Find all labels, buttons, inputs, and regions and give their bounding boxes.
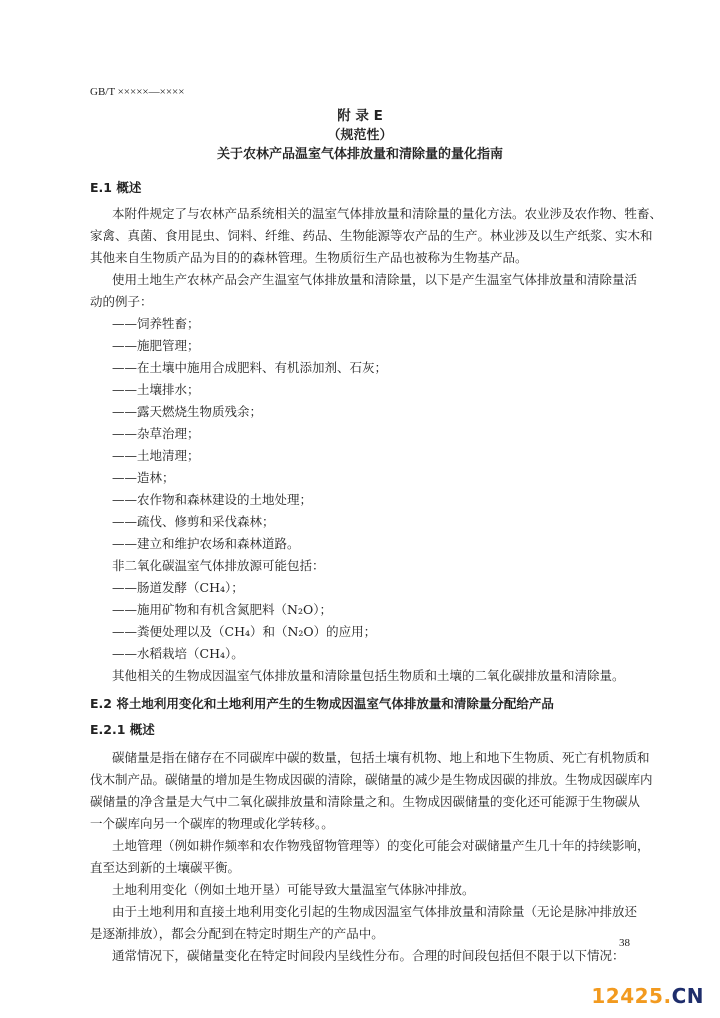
list-item: ——饲养牲畜； (112, 316, 200, 331)
list-item: ——土壤排水； (112, 382, 200, 397)
list-item: ——粪便处理以及（CH₄）和（N₂O）的应用； (112, 624, 377, 639)
section-e21-title: E.2.1 概述 (90, 722, 155, 737)
paragraph-line: 土地利用变化（例如土地开垦）可能导致大量温室气体脉冲排放。 (112, 882, 475, 897)
paragraph-line: 一个碳库向另一个碳库的物理或化学转移。。 (90, 816, 334, 831)
standard-code: GB/T ×××××—×××× (90, 86, 185, 98)
watermark-number: 12425 (591, 984, 664, 1008)
list-item: ——水稻栽培（CH₄）。 (112, 646, 244, 661)
site-watermark-logo (591, 984, 704, 1008)
list-item: ——杂草治理； (112, 426, 200, 441)
paragraph-line: 是逐渐排放），都会分配到在特定时期生产的产品中。 (90, 926, 384, 941)
paragraph-line: 由于土地利用和直接土地利用变化引起的生物成因温室气体排放量和清除量（无论是脉冲排放还 (112, 904, 638, 919)
paragraph-line: 直至达到新的土壤碳平衡。 (90, 860, 241, 875)
paragraph-line: 动的例子： (90, 294, 153, 309)
watermark-cn: CN (671, 984, 704, 1008)
annex-type: （规范性） (327, 128, 393, 143)
list-item: ——露天燃烧生物质残余； (112, 404, 263, 419)
list-item: ——施用矿物和有机含氮肥料（N₂O）； (112, 602, 332, 617)
paragraph-line: 碳储量的净含量是大气中二氧化碳排放量和清除量之和。生物成因碳储量的变化还可能源于生物碳从 (90, 794, 641, 809)
paragraph-line: 非二氧化碳温室气体排放源可能包括： (112, 558, 325, 573)
page-number: 38 (619, 937, 630, 949)
list-item: ——疏伐、修剪和采伐森林； (112, 514, 275, 529)
paragraph-line: 本附件规定了与农林产品系统相关的温室气体排放量和清除量的量化方法。农业涉及农作物、牲畜、 (112, 206, 663, 221)
paragraph-line: 家禽、真菌、食用昆虫、饲料、纤维、药品、生物能源等农产品的生产。林业涉及以生产纸浆、实木和 (90, 228, 653, 243)
list-item: ——施肥管理； (112, 338, 200, 353)
list-item: ——土地清理； (112, 448, 200, 463)
paragraph-line: 其他相关的生物成因温室气体排放量和清除量包括生物质和土壤的二氧化碳排放量和清除量。 (112, 668, 625, 683)
section-e2-title: E.2 将土地利用变化和土地利用产生的生物成因温室气体排放量和清除量分配给产品 (90, 696, 554, 711)
paragraph-line: 伐木制产品。碳储量的增加是生物成因碳的清除，碳储量的减少是生物成因碳的排放。生物成因碳库内 (90, 772, 653, 787)
list-item: ——在土壤中施用合成肥料、有机添加剂、石灰； (112, 360, 388, 375)
annex-subtitle: 关于农林产品温室气体排放量和清除量的量化指南 (216, 147, 503, 162)
annex-title: 附 录 E (337, 108, 383, 124)
list-item: ——造林； (112, 470, 175, 485)
list-item: ——肠道发酵（CH₄）； (112, 580, 244, 595)
paragraph-line: 碳储量是指在储存在不同碳库中碳的数量，包括土壤有机物、地上和地下生物质、死亡有机物质和 (112, 750, 650, 765)
paragraph-line: 通常情况下，碳储量变化在特定时间段内呈线性分布。合理的时间段包括但不限于以下情况： (112, 948, 625, 963)
watermark-dot: . (663, 984, 672, 1008)
paragraph-line: 土地管理（例如耕作频率和农作物残留物管理等）的变化可能会对碳储量产生几十年的持续影响， (112, 838, 650, 853)
list-item: ——建立和维护农场和森林道路。 (112, 536, 300, 551)
paragraph-line: 其他来自生物质产品为目的的森林管理。生物质衍生产品也被称为生物基产品。 (90, 250, 528, 265)
paragraph-line: 使用土地生产农林产品会产生温室气体排放量和清除量，以下是产生温室气体排放量和清除量活 (112, 272, 638, 287)
section-e1-title: E.1 概述 (90, 180, 142, 195)
list-item: ——农作物和森林建设的土地处理； (112, 492, 313, 507)
